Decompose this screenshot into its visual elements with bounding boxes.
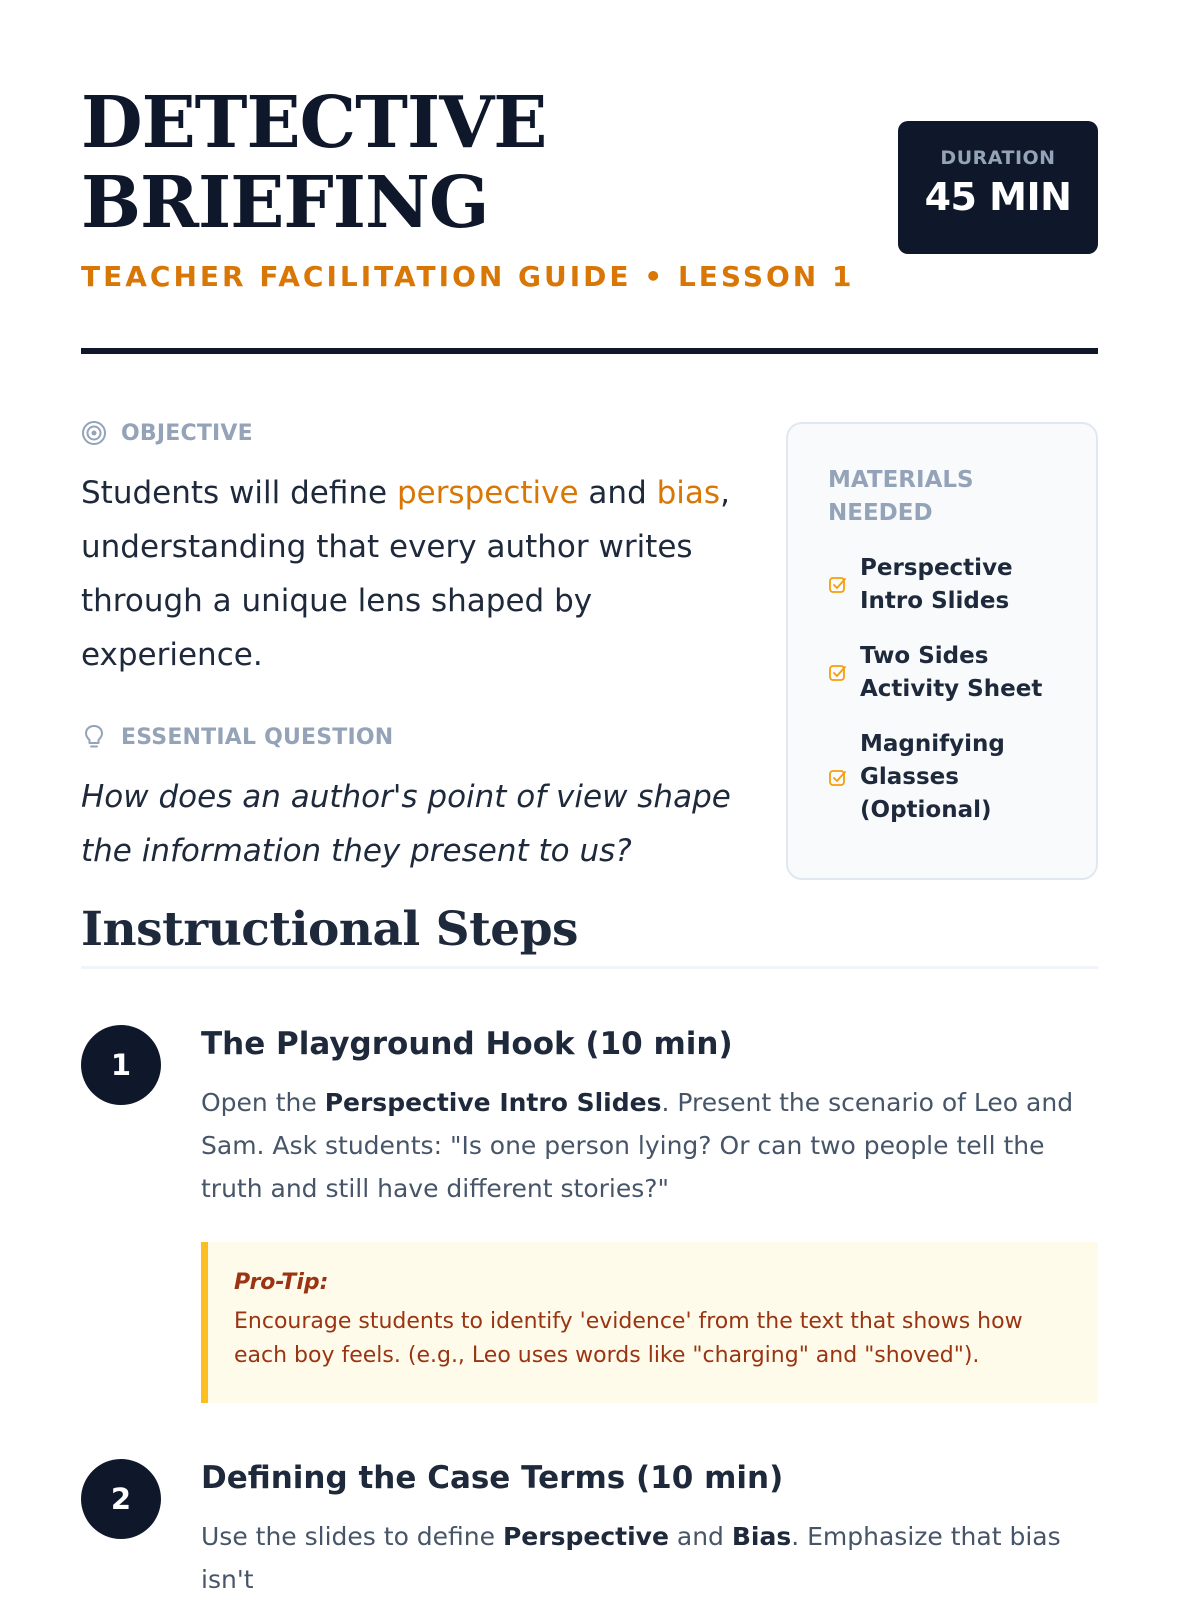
steps-heading: Instructional Steps (81, 902, 579, 957)
list-item (828, 640, 1064, 706)
step-title: The Playground Hook (10 min) (201, 1026, 733, 1062)
pro-tip-text: Encourage students to identify 'evidence' from the text that shows how each boy feels. (e.g., Leo uses words like "charging" and "shoved"). (234, 1309, 1023, 1368)
step-body-part: . Emphasize that bias isn't (201, 1522, 1061, 1594)
step-body-part: and (668, 1522, 732, 1551)
materials-list (828, 552, 1064, 827)
step-body-part: Open the (201, 1088, 325, 1117)
duration-label: DURATION (940, 147, 1056, 169)
target-icon (81, 420, 107, 446)
steps-divider (81, 966, 1098, 969)
pro-tip-callout (201, 1242, 1098, 1403)
step-number-badge: 1 (81, 1025, 161, 1105)
material-label: Magnifying Glasses (Optional) (860, 731, 1005, 823)
list-item (828, 728, 1064, 827)
material-label: Two Sides Activity Sheet (860, 643, 1043, 702)
essential-question-label (81, 724, 761, 750)
essential-question-label-text: ESSENTIAL QUESTION (121, 724, 394, 750)
step-body-emphasis: Perspective (502, 1522, 669, 1551)
duration-badge (898, 121, 1098, 254)
essential-question-text: How does an author's point of view shape the information they present to us? (81, 779, 731, 869)
step-body-part: . Present the scenario of Leo and Sam. Ask students: "Is one person lying? Or can two people tell the truth and still have different stories?" (201, 1088, 1074, 1203)
objective-label (81, 420, 761, 446)
step-body-part: Use the slides to define (201, 1522, 503, 1551)
step-body (201, 1515, 1098, 1600)
checkbox-icon (828, 575, 848, 595)
term-bias: bias (656, 475, 721, 511)
materials-panel (786, 422, 1098, 880)
objective-text-part: Students will define (81, 475, 397, 511)
step-item (81, 1021, 1098, 1403)
objective-text-part: , understanding that every author writes through a unique lens shaped by experience. (81, 475, 730, 673)
objective-label-text: OBJECTIVE (121, 420, 253, 446)
lightbulb-icon (81, 724, 107, 750)
step-body (201, 1081, 1098, 1210)
step-body-emphasis: Perspective Intro Slides (324, 1088, 662, 1117)
instructional-steps-section (81, 894, 1098, 1600)
step-item (81, 1455, 1098, 1600)
term-perspective: perspective (396, 475, 579, 511)
header (81, 0, 1098, 354)
objective-text (81, 466, 761, 682)
page-title: DETECTIVE BRIEFING (81, 80, 547, 244)
step-title: Defining the Case Terms (10 min) (201, 1460, 784, 1496)
objective-column (81, 420, 761, 878)
objective-text-part: and (578, 475, 657, 511)
checkbox-icon (828, 768, 848, 788)
step-number-badge: 2 (81, 1459, 161, 1539)
overview-section (81, 354, 1098, 894)
duration-value: 45 MIN (924, 175, 1072, 219)
list-item (828, 552, 1064, 618)
page-subtitle: TEACHER FACILITATION GUIDE • LESSON 1 (81, 260, 855, 293)
material-label: Perspective Intro Slides (860, 555, 1013, 614)
materials-title: MATERIALS NEEDED (828, 467, 974, 526)
checkbox-icon (828, 663, 848, 683)
step-body-emphasis: Bias (731, 1522, 792, 1551)
pro-tip-title: Pro-Tip: (234, 1270, 329, 1295)
